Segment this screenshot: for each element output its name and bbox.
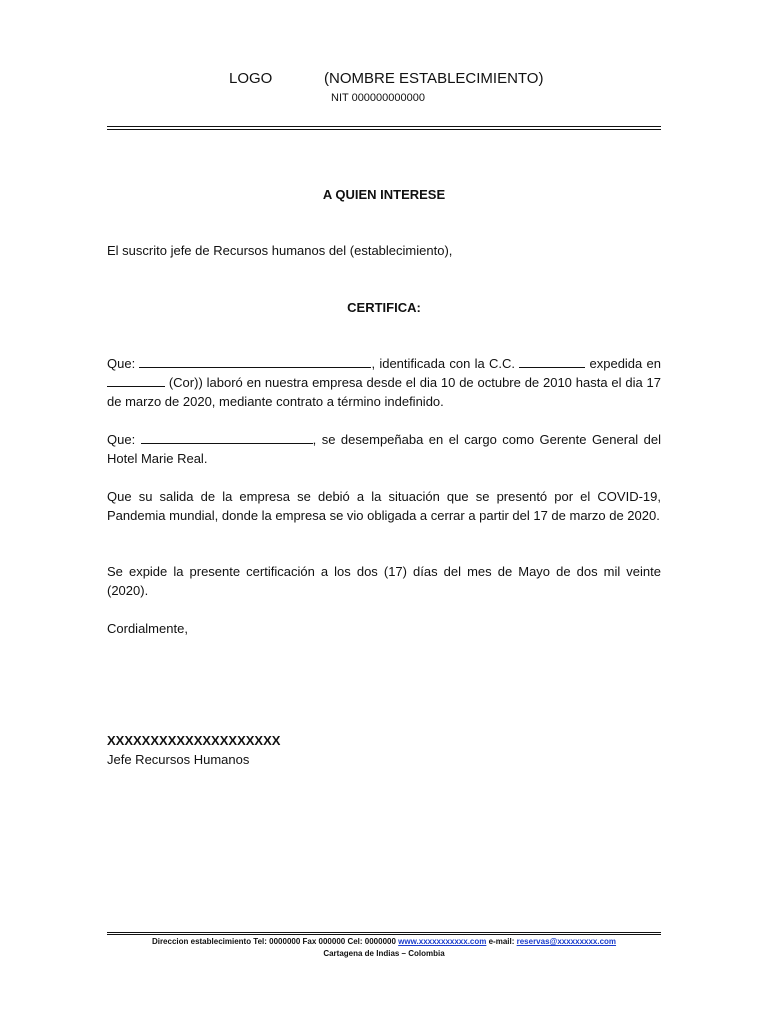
p1-text-d: (Cor)) laboró en nuestra empresa desde el dia 10 de octubre de 2010 hasta el dia 17 de marzo de 2020, mediante contrato a término indefinido. <box>107 375 661 409</box>
id-place-blank <box>107 374 165 387</box>
id-number-blank <box>519 355 585 368</box>
p1-text-b: , identificada con la C.C. <box>371 356 520 371</box>
footer-contact-line <box>107 936 661 948</box>
certifica-heading: CERTIFICA: <box>347 300 421 315</box>
closing-salutation: Cordialmente, <box>107 621 188 636</box>
p2-text-a: Que: <box>107 432 141 447</box>
p1-text-a: Que: <box>107 356 140 371</box>
footer-location: Cartagena de Indias – Colombia <box>323 949 445 958</box>
p2-text-b: , se desempeñaba en el cargo como Gerente General del Hotel Marie Real. <box>107 432 662 466</box>
name-blank <box>139 355 371 368</box>
website-link[interactable]: www.xxxxxxxxxxx.com <box>398 937 487 946</box>
intro-paragraph: El suscrito jefe de Recursos humanos del (establecimiento), <box>107 243 453 258</box>
paragraph-employment <box>107 354 661 411</box>
establishment-name: (NOMBRE ESTABLECIMIENTO) <box>324 70 544 87</box>
footer-address: Direccion establecimiento Tel: 0000000 Fax 000000 Cel: 0000000 <box>151 937 399 946</box>
email-link[interactable]: reservas@xxxxxxxxx.com <box>516 937 617 946</box>
footer-divider <box>107 932 661 935</box>
nit-number: NIT 000000000000 <box>331 92 425 104</box>
name-blank-2 <box>141 431 313 444</box>
document-title: A QUIEN INTERESE <box>322 187 446 202</box>
signer-role: Jefe Recursos Humanos <box>107 752 250 767</box>
paragraph-position <box>107 430 661 468</box>
signer-name: XXXXXXXXXXXXXXXXXXXX <box>107 733 281 748</box>
p1-text-c: expedida en <box>585 356 661 371</box>
paragraph-issue-date: Se expide la presente certificación a los dos (17) días del mes de Mayo de dos mil veinte (2020). <box>107 564 661 598</box>
logo-placeholder: LOGO <box>229 70 273 87</box>
header-divider <box>107 126 661 130</box>
paragraph-termination-reason: Que su salida de la empresa se debió a la situación que se presentó por el COVID-19, Pandemia mundial, donde la empresa se vio obligada a cerrar a partir del 17 de marzo de 2020. <box>107 489 661 523</box>
email-label: e-mail: <box>486 937 517 946</box>
